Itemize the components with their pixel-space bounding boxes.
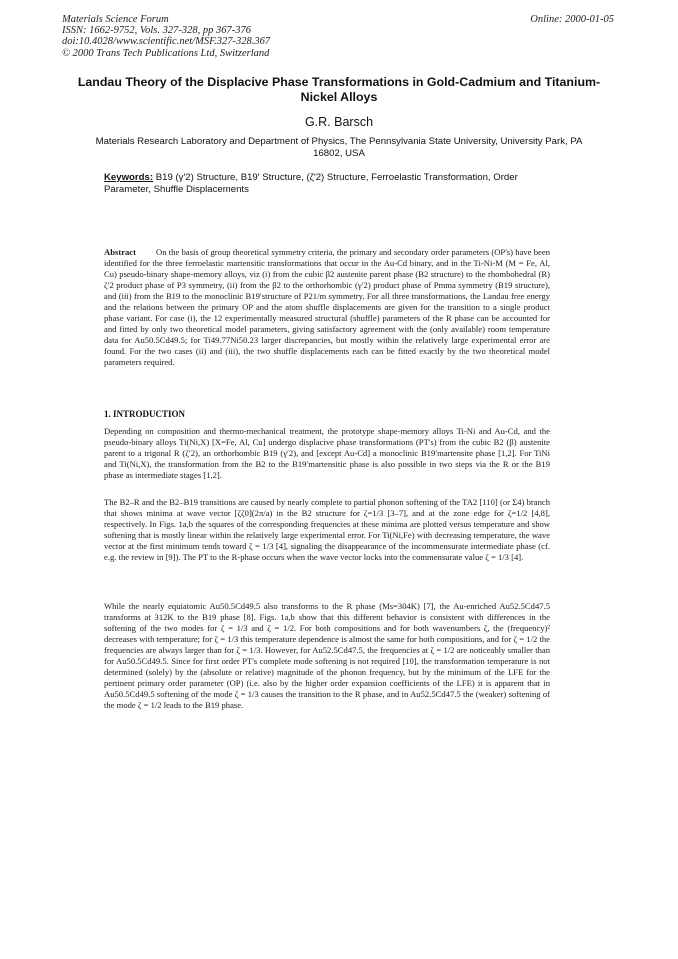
copyright-line: © 2000 Trans Tech Publications Ltd, Switzerland [62, 47, 270, 59]
intro-paragraph-2: The B2–R and the B2–B19 transitions are caused by nearly complete to partial phonon softening of the TA2 [110] (or Σ4) branch that shows minima at wave vector [ζζ0](2π/a) in the B2 structure for ζ=1/3 [3–7], and at the zone edge for ζ=1/2 [4,8], respectively. In Figs. 1a,b the squares of the corresponding frequencies at these minima are plotted versus temperature and show softening that is mostly linear within the relatively large experimental error. For Ti(Ni,Fe) with decreasing temperature, the wave vector at the first minimum tends toward ζ = 1/3 [4], signaling the disappearance of the incommensurate intermediate phase (cf. e.g. the review in [9]). The PT to the R-phase occurs when the wave vector locks into the commensurate value ζ = 1/3 [4]. [104, 497, 550, 563]
section-heading: 1. INTRODUCTION [104, 409, 186, 419]
intro-paragraph-1: Depending on composition and thermo-mechanical treatment, the prototype shape-memory alloys Ti-Ni and Au-Cd, and the pseudo-binary alloys Ti(Ni,X) [X=Fe, Al, Cu] undergo displacive phase transformations (PT's) from the cubic B2 (β) austenite parent to a trigonal R (ζ′2), an orthorhombic B19 (γ′2), and [except Au-Cd] a monoclinic B19′martensite phase [1,2]. For TiNi and Ti(Ni,X), the transformation from the B2 to the B19′martensitic phase is also possible in two steps via the R or the B19 phase as intermediate stages [1,2]. [104, 426, 550, 481]
keywords-text: B19 (γ′2) Structure, B19′ Structure, (ζ′2) Structure, Ferroelastic Transformation, Order Parameter, Shuffle Displacements [104, 172, 518, 195]
abstract-text: On the basis of group theoretical symmetry criteria, the primary and secondary order parameters (OP's) have been identified for the three ferroelastic martensitic transformations that occur in the Au-Cd binary, and in the Ti-Ni-M (M = Fe, Al, Cu) pseudo-binary shape-memory alloys, viz (i) from the cubic β2 austenite parent phase (B2 structure) to the rhombohedral (R) ζ′2 product phase of P3 symmetry, (ii) from the β2 to the orthorhombic (γ′2) product phase of Pmma symmetry (B19 structure), and (iii) from the B19 to the monoclinic B19′structure of P21/m symmetry. For all three transformations, the Landau free energy and the relations between the primary OP and the atom shuffle displacements are given for the transition to a single product phase variant. For case (i), the 12 experimentally measured structural (shuffle) parameters of the R phase can be accounted for and fitted by only two theoretical model parameters, giving satisfactory agreement with the (only available) room temperature data for Au50.5Cd49.5; for Ti49.77Ni50.23 larger discrepancies, but mostly within the relatively large experimental error are found. For the two cases (ii) and (iii), the two shuffle displacements each can be fitted exactly by the two theoretical model parameters required. [104, 247, 550, 368]
journal-name: Materials Science Forum [62, 14, 169, 25]
doi-line[interactable]: doi:10.4028/www.scientific.net/MSF.327-328.367 [62, 36, 271, 48]
abstract-label: Abstract [104, 247, 136, 257]
paper-title: Landau Theory of the Displacive Phase Transformations in Gold-Cadmium and Titanium-Nickel Alloys [77, 75, 601, 104]
intro-paragraph-3: While the nearly equiatomic Au50.5Cd49.5 also transforms to the R phase (Ms=304K) [7], the Au-enriched Au52.5Cd47.5 transforms at 312K to the B19 phase [8]. Figs. 1a,b show that this different behavior is consistent with differences in the softening of the two modes for ζ = 1/3 and ζ = 1/2. For both compositions and for both wavenumbers ζ, the (frequency)² decreases with temperature; for ζ = 1/3 this temperature dependence is almost the same for both compositions, and for ζ = 1/2 the frequencies are always larger than for ζ = 1/3. However, for Au52.5Cd47.5, the frequencies at ζ = 1/2 are noticeably smaller than for Au50.5Cd49.5. Since for first order PT's complete mode softening is not required [10], the transformation temperature is not determined (solely) by the (absolute or relative) magnitude of the phonon frequency, but by the minimum of the LFE for the pertinent primary order parameter (OP) (i.e. also by the higher order expansion coefficients of the LFE) it is apparent that in Au50.5Cd49.5 softening of the mode ζ = 1/3 causes the transition to the R phase, and in Au52.5Cd47.5 the (weaker) softening of the mode ζ = 1/2 leads to the B19 phase. [104, 601, 550, 711]
journal-header [62, 14, 270, 59]
keywords [104, 172, 556, 196]
issn-line: ISSN: 1662-9752, Vols. 327-328, pp 367-376 [62, 25, 251, 37]
online-date: Online: 2000-01-05 [530, 14, 614, 25]
author-name: G.R. Barsch [304, 115, 374, 129]
affiliation: Materials Research Laboratory and Department of Physics, The Pennsylvania State University, University Park, PA 16802, USA [95, 136, 583, 159]
keywords-label: Keywords: [104, 172, 154, 183]
abstract [104, 247, 550, 369]
